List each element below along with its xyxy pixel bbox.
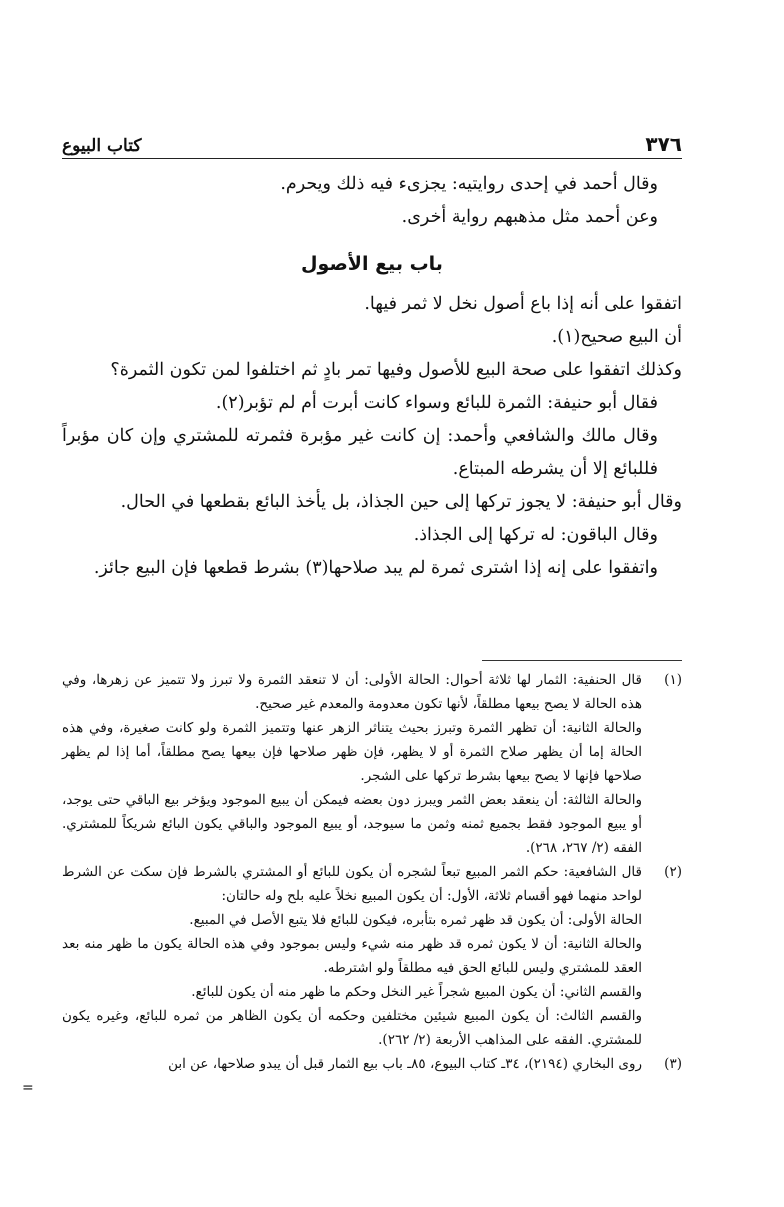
continuation-mark: = <box>22 1080 34 1096</box>
paragraph: اتفقوا على أنه إذا باع أصول نخل لا ثمر فيها. <box>364 294 682 314</box>
footnote-mark: (٢) <box>664 864 682 880</box>
paragraph: وكذلك اتفقوا على صحة البيع للأصول وفيها تمر بادٍ ثم اختلفوا لمن تكون الثمرة؟ <box>110 360 682 380</box>
paragraph: واتفقوا على إنه إذا اشترى ثمرة لم يبد صلاحها(٣) بشرط قطعها فإن البيع جائز. <box>93 558 658 578</box>
paragraph: وقال مالك والشافعي وأحمد: إن كانت غير مؤبرة فثمرته للمشتري وإن كان مؤبراً فللبائع إلا أن يشرطه المبتاع. <box>62 426 658 479</box>
footnote-line: روى البخاري (٢١٩٤)، ٣٤ـ كتاب البيوع، ٨٥ـ باب بيع الثمار قبل أن يبدو صلاحها، عن ابن <box>168 1056 642 1072</box>
footnote-line: والقسم الثاني: أن يكون المبيع شجراً غير النخل وحكم ما ظهر منه أن يكون للبائع. <box>191 984 642 1000</box>
footnote-mark: (٣) <box>664 1056 682 1072</box>
page-number: ٣٧٦ <box>645 132 682 156</box>
paragraph: وقال أحمد في إحدى روايتيه: يجزىء فيه ذلك ويحرم. <box>280 174 658 194</box>
footnotes <box>62 668 682 1076</box>
footnote-line: الحالة الأولى: أن يكون قد ظهر ثمره بتأبره، فيكون للبائع فلا يتبع الأصل في المبيع. <box>189 912 642 928</box>
main-text <box>62 168 682 585</box>
paragraph: أن البيع صحيح(١). <box>551 327 682 347</box>
footnote-line: قال الحنفية: الثمار لها ثلاثة أحوال: الحالة الأولى: أن لا تنعقد الثمرة ولا تبرز ولا تتميز عن زهرها، وفي هذه الحالة لا يصح بيعها مطلقاً، لأنها تكون معدومة والمعدم غير صحيح. <box>62 672 642 712</box>
paragraph: وقال الباقون: له تركها إلى الجذاذ. <box>413 525 658 545</box>
paragraph: وعن أحمد مثل مذهبهم رواية أخرى. <box>401 207 658 227</box>
footnote-1 <box>62 668 682 860</box>
footnote-divider <box>482 660 682 661</box>
paragraph: وقال أبو حنيفة: لا يجوز تركها إلى حين الجذاذ، بل يأخذ البائع بقطعها في الحال. <box>120 492 682 512</box>
footnote-line: والحالة الثانية: أن لا يكون ثمره قد ظهر منه شيء وليس بموجود وفي هذه الحالة يكون ما ظهر منه بعد العقد للمشتري وليس للبائع الحق فيه مطلقاً ولو اشترطه. <box>62 936 642 976</box>
footnote-mark: (١) <box>664 672 682 688</box>
section-heading: باب بيع الأصول <box>301 253 443 275</box>
footnote-line: قال الشافعية: حكم الثمر المبيع تبعاً لشجره أن يكون للبائع أو المشتري بالشرط فإن سكت عن الشرط لواحد منهما فهو أقسام ثلاثة، الأول: أن يكون المبيع نخلاً عليه بلح وله حالتان: <box>62 864 642 904</box>
footnote-3 <box>62 1052 682 1076</box>
footnote-line: والحالة الثالثة: أن ينعقد بعض الثمر ويبرز دون بعضه فيمكن أن يبيع الموجود ويؤخر بيع الباقي حتى يوجد، أو يبيع الموجود فقط بجميع ثمنه وثمن ما سيوجد، أو يبيع الموجود والباقي يكون البائع شريكاً للمشتري. الفقه (٢/ ٢٦٧، ٢٦٨). <box>62 792 642 856</box>
page-header <box>62 128 682 156</box>
book-title: كتاب البيوع <box>62 136 142 156</box>
paragraph: فقال أبو حنيفة: الثمرة للبائع وسواء كانت أبرت أم لم تؤبر(٢). <box>215 393 658 413</box>
footnote-line: والحالة الثانية: أن تظهر الثمرة وتبرز بحيث يتناثر الزهر عنها وتتميز الثمرة ولو كانت صغيرة، وفي هذه الحالة إما أن يظهر صلاح الثمرة أو لا يظهر، فإن ظهر صلاحها فإن بيعها يصح مطلقاً، أما إذا لم يظهر صلاحها فإنها لا يصح بيعها بشرط تركها على الشجر. <box>62 720 642 784</box>
footnote-2 <box>62 860 682 1052</box>
header-divider <box>62 158 682 159</box>
footnote-line: والقسم الثالث: أن يكون المبيع شيئين مختلفين وحكمه أن يكون الظاهر من ثمره للبائع، وغيره يكون للمشتري. الفقه على المذاهب الأربعة (٢/ ٢٦٢). <box>62 1008 642 1048</box>
